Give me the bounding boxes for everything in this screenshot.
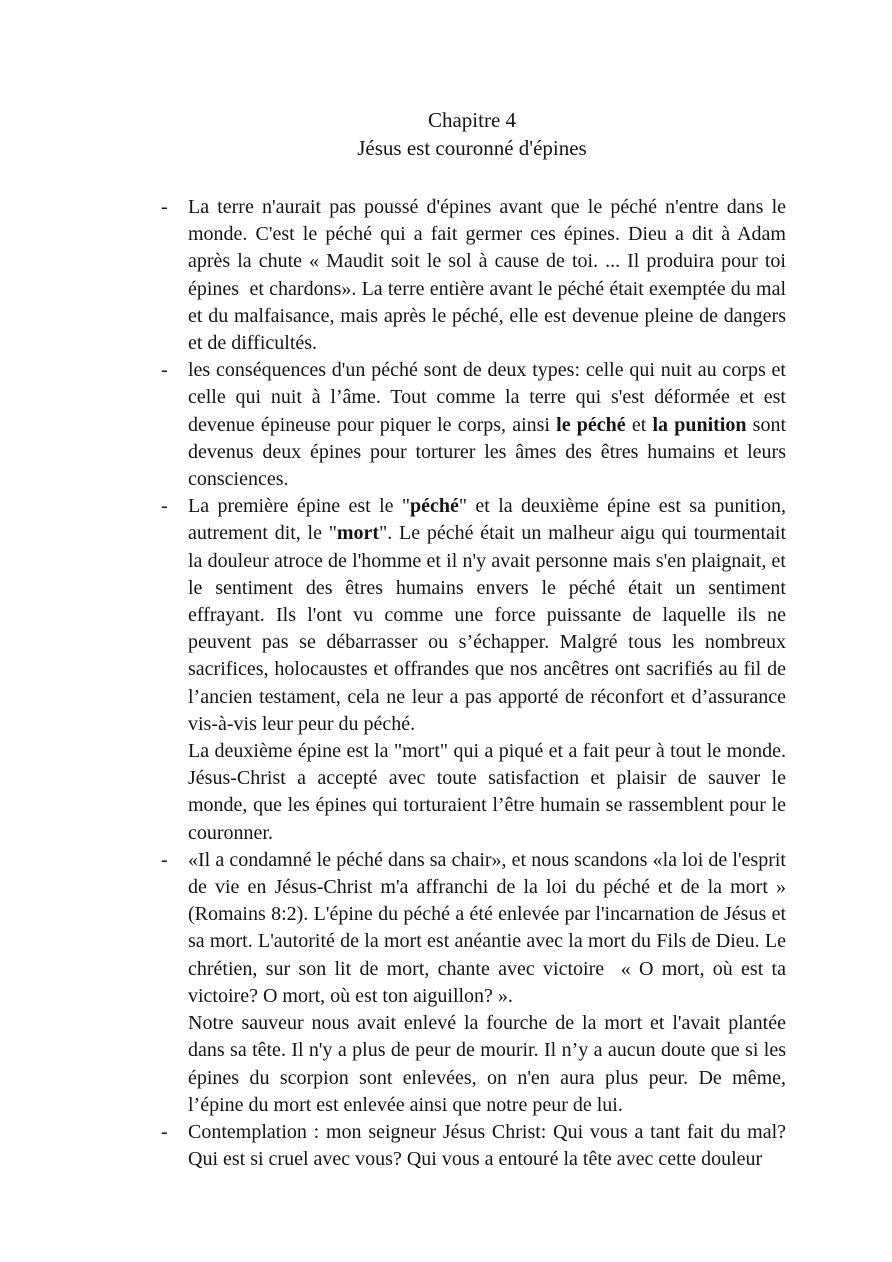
text-run: ". Le péché était un malheur aigu qui tourmentait la douleur atroce de l'homme et il n'y avait personne mais s'en plaignait, et le sentiment des êtres humains envers le péché était un sentiment effrayant. Ils l'ont vu comme une force puissante de laquelle ils ne peuvent pas se débarrasser ou s’échapper. Malgré tous les nombreux sacrifices, holocaustes et offrandes que nos ancêtres ont sacrifiés au fil de l’ancien testament, cela ne leur a pas apporté de réconfort et d’assurance vis-à-vis leur peur du péché. (188, 522, 792, 735)
bullet-paragraph (158, 493, 792, 738)
text-run: Notre sauveur nous avait enlevé la fourche de la mort et l'avait plantée dans sa tête. Il n'y a plus de peur de mourir. Il n’y a aucun doute que si les épines du scorpion sont enlevées, on n'en aura plus peur. De même, l’épine du mort est enlevée ainsi que notre peur de lui. (188, 1012, 791, 1116)
bullet-marker: - (161, 495, 168, 518)
text-run: La première épine est le " (188, 495, 411, 518)
text-run: La deuxième épine est la "mort" qui a piqué et a fait peur à tout le monde. Jésus-Christ a accepté avec toute satisfaction et plaisir de sauver le monde, que les épines qui torturaient l’être humain se rassemblent pour le couronner. (188, 740, 791, 844)
bullet-paragraph (158, 847, 791, 1010)
bold-text-run: le péché (556, 413, 626, 436)
chapter-subtitle: Jésus est couronné d'épines (357, 136, 587, 160)
chapter-number-title: Chapitre 4 (427, 108, 517, 132)
bullet-marker: - (161, 196, 168, 218)
bold-text-run: mort (336, 522, 380, 545)
bullet-paragraph (158, 357, 792, 493)
document-page (158, 106, 792, 1173)
text-run: Contemplation : mon seigneur Jésus Christ: Qui vous a tant fait du mal? Qui est si cruel avec vous? Qui vous a entouré la tête avec cette douleur (188, 1120, 791, 1171)
text-run: sont devenus deux épines pour torturer les âmes des êtres humains et leurs consciences. (188, 413, 792, 491)
document-body (158, 194, 792, 1173)
text-run: " et la deuxième épine est sa punition, autrement dit, le " (188, 495, 791, 545)
bullet-paragraph (158, 1119, 791, 1173)
paragraph (158, 738, 791, 847)
bold-text-run: la punition (652, 413, 747, 436)
text-run: La terre n'aurait pas poussé d'épines avant que le péché n'entre dans le monde. C'est le péché qui a fait germer ces épines. Dieu a dit à Adam après la chute « Maudit soit le sol à cause de toi. ... Il produira pour toi épines et chardons». La terre entière avant le péché était exemptée du mal et du malfaisance, mais après le péché, elle est devenue pleine de dangers et de difficultés. (188, 196, 791, 355)
text-run: «Il a condamné le péché dans sa chair», et nous scandons «la loi de l'esprit de vie en Jésus-Christ m'a affranchi de la loi du péché et de la mort » (Romains 8:2). L'épine du péché a été enlevée par l'incarnation de Jésus et sa mort. L'autorité de la mort est anéantie avec la mort du Fils de Dieu. Le chrétien, sur son lit de mort, chante avec victoire « O mort, où est ta victoire? O mort, où est ton aiguillon? ». (188, 848, 791, 1007)
bullet-paragraph (158, 194, 791, 357)
bullet-marker: - (161, 1120, 168, 1143)
bold-text-run: péché (410, 495, 459, 518)
bullet-marker: - (161, 848, 168, 871)
text-run: et (625, 413, 653, 436)
text-run: les conséquences d'un péché sont de deux types: celle qui nuit au corps et celle qui nuit à l’âme. Tout comme la terre qui s'est déformée et est devenue épineuse pour piquer le corps, ainsi (188, 359, 791, 436)
chapter-title-block (158, 106, 786, 162)
bullet-marker: - (161, 359, 168, 382)
paragraph (158, 1010, 791, 1119)
